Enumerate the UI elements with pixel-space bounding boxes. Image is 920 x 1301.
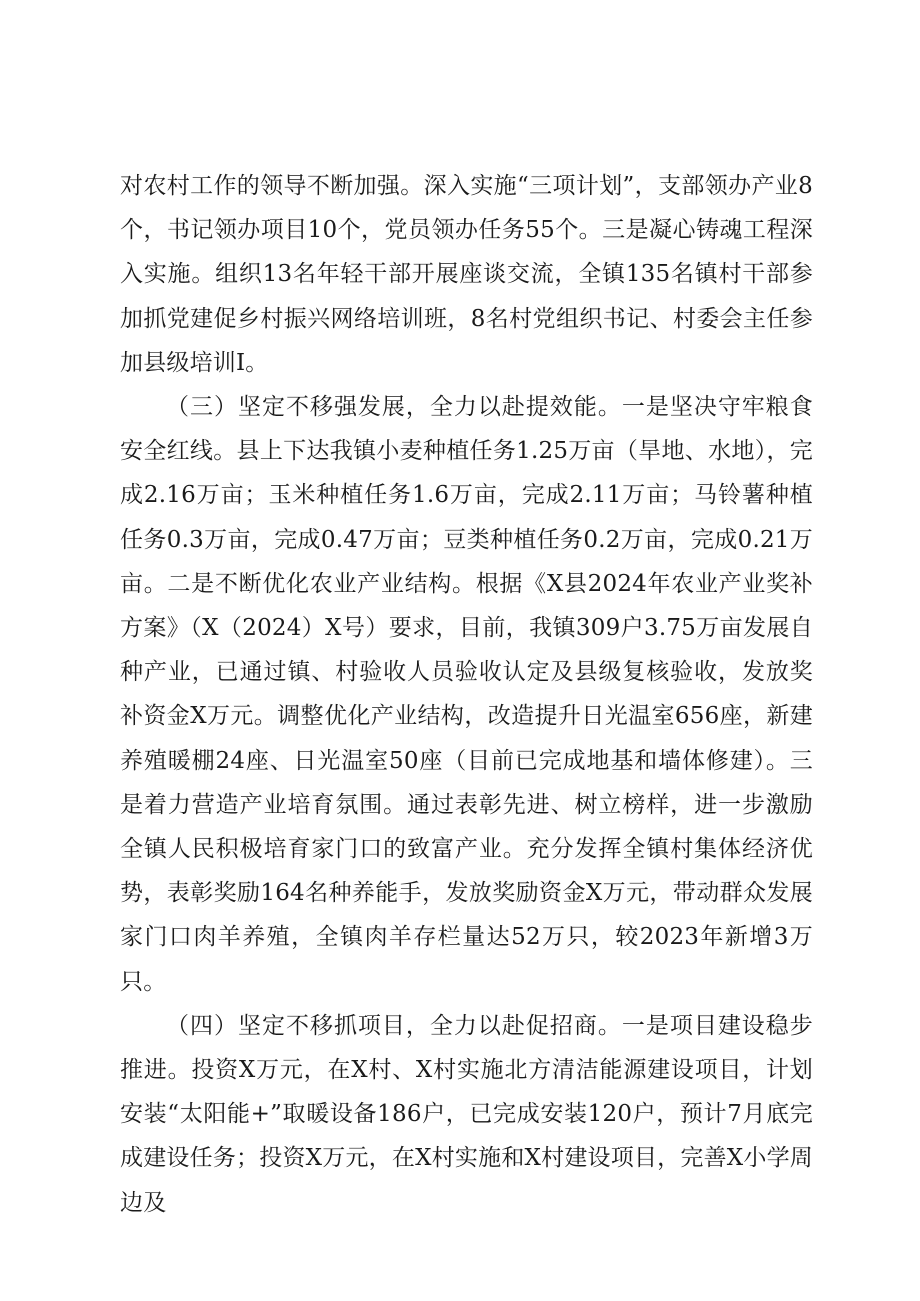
paragraph-development: （三）坚定不移强发展，全力以赴提效能。一是坚决守牢粮食安全红线。县上下达我镇小麦种植任务1.25万亩（旱地、水地），完成2.16万亩；玉米种植任务1.6万亩，完成2.11万亩；马铃薯种植任务0.3万亩，完成0.47万亩；豆类种植任务0.2万亩，完成0.21万亩。二是不断优化农业产业结构。根据《X县2024年农业产业奖补方案》（X（2024）X号）要求，目前，我镇309户3.75万亩发展自种产业，已通过镇、村验收人员验收认定及县级复核验收，发放奖补资金X万元。调整优化产业结构，改造提升日光温室656座，新建养殖暖棚24座、日光温室50座（目前已完成地基和墙体修建）。三是着力营造产业培育氛围。通过表彰先进、树立榜样，进一步激励全镇人民积极培育家门口的致富产业。充分发挥全镇村集体经济优势，表彰奖励164名种养能手，发放奖励资金X万元，带动群众发展家门口肉羊养殖，全镇肉羊存栏量达52万只，较2023年新增3万只。 <box>120 394 813 995</box>
document-body <box>120 164 813 1225</box>
paragraph-projects: （四）坚定不移抓项目，全力以赴促招商。一是项目建设稳步推进。投资X万元，在X村、X村实施北方清洁能源建设项目，计划安装“太阳能+”取暖设备186户，已完成安装120户，预计7月底完成建设任务；投资X万元，在X村实施和X村建设项目，完善X小学周边及 <box>120 1012 813 1216</box>
paragraph-party-building: 对农村工作的领导不断加强。深入实施“三项计划”，支部领办产业8个，书记领办项目10个，党员领办任务55个。三是凝心铸魂工程深入实施。组织13名年轻干部开展座谈交流，全镇135名镇村干部参加抓党建促乡村振兴网络培训班，8名村党组织书记、村委会主任参加县级培训I。 <box>120 173 813 376</box>
